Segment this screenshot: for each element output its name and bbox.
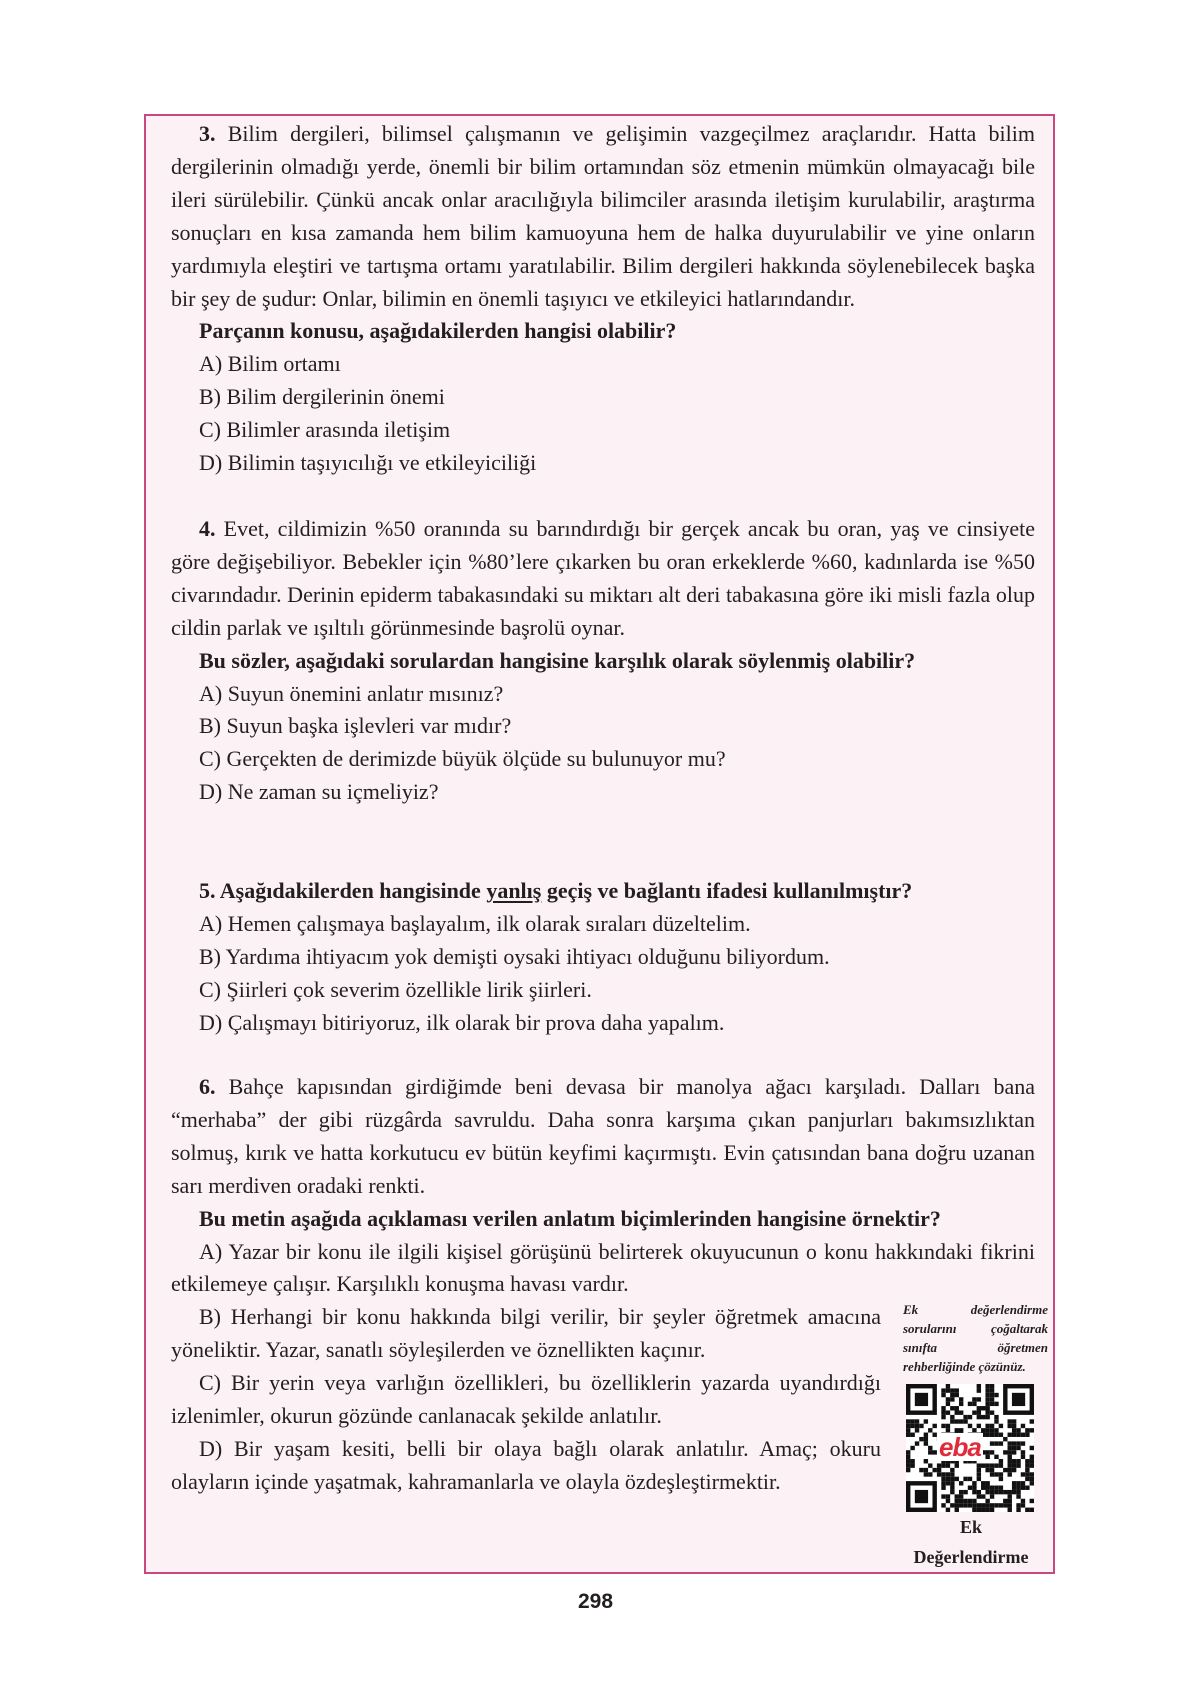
question-6-passage: 6. Bahçe kapısından girdiğimde beni devasa bir manolya ağacı karşıladı. Dalları bana “merhaba” der gibi rüzgârda savruldu. Daha sonra karşıma çıkan panjurları bakımsızlıktan solmuş, kırık ve hatta korkutucu ev bütün keyfimi kaçırmıştı. Evin çatısından bana doğru uzanan sarı merdiven oradaki renkti. (171, 1074, 1035, 1198)
question-number: 4. (199, 516, 216, 541)
question-number: 5. (199, 878, 216, 903)
option-b[interactable]: B) Bilim dergilerinin önemi (199, 384, 445, 410)
question-number: 6. (199, 1074, 216, 1099)
option-b[interactable]: B) Yardıma ihtiyacım yok demişti oysaki ihtiyacı olduğunu biliyordum. (199, 943, 830, 969)
question-4-passage: 4. Evet, cildimizin %50 oranında su barındırdığı bir gerçek ancak bu oran, yaş ve cinsiyete göre değişebiliyor. Bebekler için %80’lere çıkarken bu oran erkeklerde %60, kadınlarda ise %50 civarındadır. Derinin epiderm tabakasındaki su miktarı alt deri tabakasına göre iki misli fazla olup cildin parlak ve ışıltılı görünmesinde başrolü oynar. (171, 516, 1035, 640)
option-d[interactable]: D) Bir yaşam kesiti, belli bir olaya bağlı olarak anlatılır. Amaç; okuru olayların içinde yaşatmak, kahramanlarla ve olayla özdeşleştirmektir. (171, 1435, 881, 1494)
option-c[interactable]: C) Bilimler arasında iletişim (199, 417, 451, 443)
option-d[interactable]: D) Ne zaman su içmeliyiz? (199, 779, 439, 805)
qr-code[interactable] (906, 1384, 1034, 1512)
option-d[interactable]: D) Bilimin taşıyıcılığı ve etkileyiciliği (199, 450, 537, 476)
option-d[interactable]: D) Çalışmayı bitiriyoruz, ilk olarak bir prova daha yapalım. (199, 1009, 725, 1035)
side-note: Ek değerlendirme sorularını çoğaltarak sınıfta öğretmen rehberliğinde çözünüz. (903, 1302, 1048, 1374)
option-a[interactable]: A) Suyun önemini anlatır mısınız? (199, 680, 504, 706)
option-b[interactable]: B) Herhangi bir konu hakkında bilgi verilir, bir şeyler öğretmek amacına yöneliktir. Yazar, sanatlı söyleşilerden ve öznellikten kaçınır. (171, 1304, 881, 1363)
question-5-stem: 5. Aşağıdakilerden hangisinde yanlış geçiş ve bağlantı ifadesi kullanılmıştır? (199, 878, 913, 903)
eba-logo: eba (939, 1432, 981, 1462)
question-4-stem: Bu sözler, aşağıdaki sorulardan hangisine karşılık olarak söylenmiş olabilir? (199, 647, 916, 673)
option-c[interactable]: C) Bir yerin veya varlığın özellikleri, bu özelliklerin yazarda uyandırdığı izlenimler, okurun gözünde canlanacak şekilde anlatılır. (171, 1370, 881, 1429)
question-5 (171, 875, 1035, 1040)
option-c[interactable]: C) Gerçekten de derimizde büyük ölçüde su bulunuyor mu? (199, 746, 726, 772)
question-number: 3. (199, 121, 216, 146)
question-6-stem: Bu metin aşağıda açıklaması verilen anlatım biçimlerinden hangisine örnektir? (199, 1205, 941, 1231)
page-number: 298 (577, 1590, 614, 1613)
underlined-word: yanlış (486, 878, 542, 903)
question-3-passage: 3. Bilim dergileri, bilimsel çalışmanın ve gelişimin vazgeçilmez araçlarıdır. Hatta bilim dergilerinin olmadığı yerde, önemli bir bilim ortamından söz etmenin mümkün olmayacağı bile ileri sürülebilir. Çünkü ancak onlar aracılığıyla bilimciler arasında iletişim kurulabilir, araştırma sonuçları en kısa zamanda hem bilim kamuoyuna hem de halka duyurulabilir ve yine onların yardımıyla eleştiri ve tartışma ortamı yaratılabilir. Bilim dergileri hakkında söylenebilecek başka bir şey de şudur: Onlar, bilimin en önemli taşıyıcı ve etkileyici hatlarındandır. (171, 121, 1035, 311)
option-a[interactable]: A) Hemen çalışmaya başlayalım, ilk olarak sıraları düzeltelim. (199, 910, 751, 936)
content-frame (144, 114, 1055, 1574)
qr-caption: Ek Değerlendirme (913, 1517, 1029, 1567)
question-4 (171, 513, 1035, 809)
option-a[interactable]: A) Yazar bir konu ile ilgili kişisel görüşünü belirterek okuyucunun o konu hakkındaki fikrini etkilemeye çalışır. Karşılıklı konuşma havası vardır. (171, 1238, 1035, 1297)
question-3 (171, 118, 1035, 480)
option-a[interactable]: A) Bilim ortamı (199, 351, 341, 377)
question-3-stem: Parçanın konusu, aşağıdakilerden hangisi olabilir? (199, 318, 677, 344)
option-b[interactable]: B) Suyun başka işlevleri var mıdır? (199, 713, 512, 739)
option-c[interactable]: C) Şiirleri çok severim özellikle lirik şiirleri. (199, 976, 592, 1002)
